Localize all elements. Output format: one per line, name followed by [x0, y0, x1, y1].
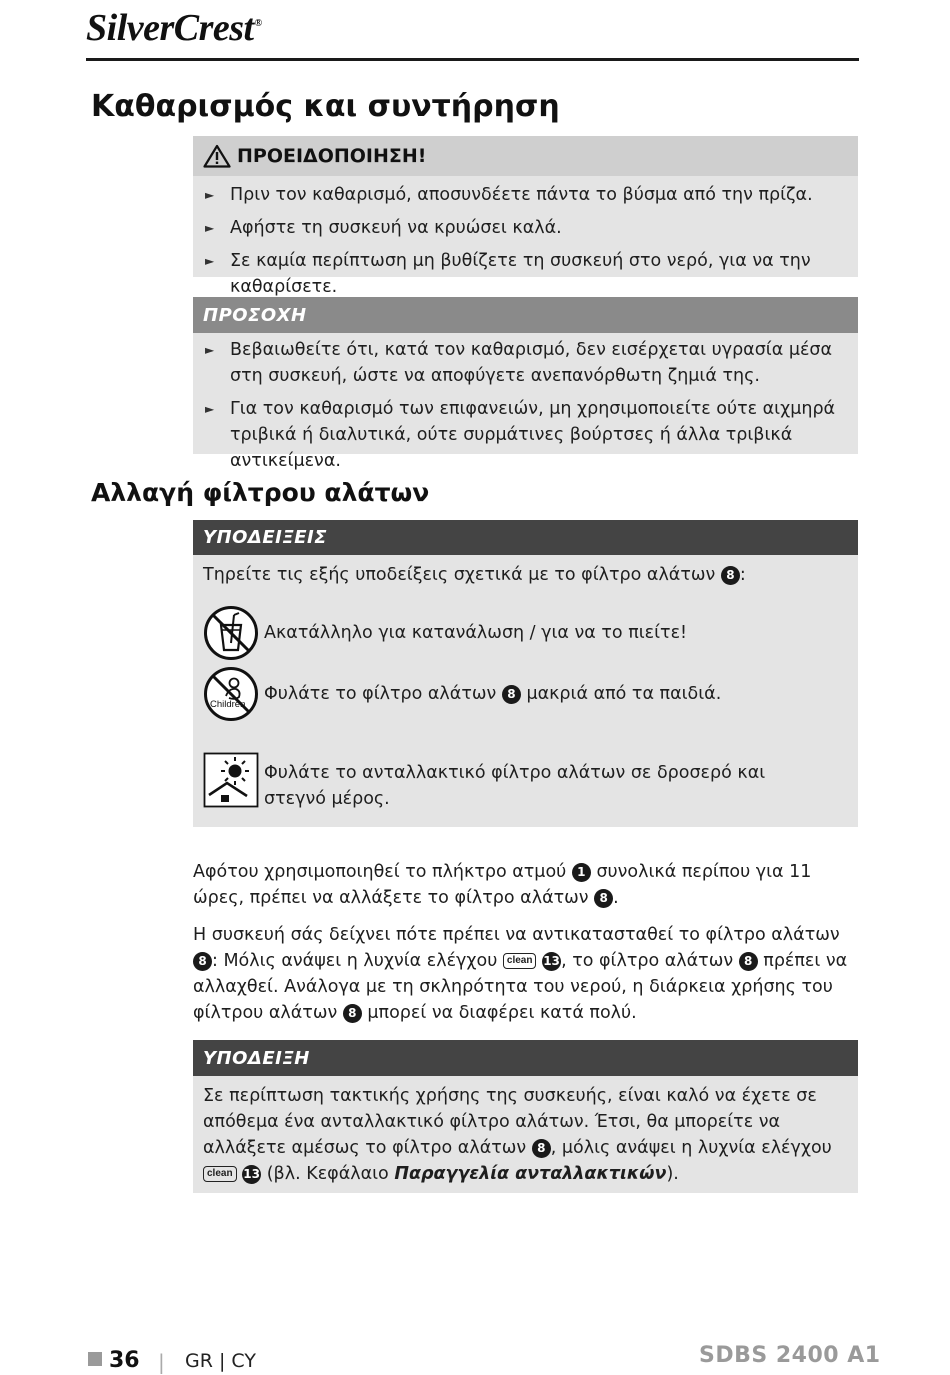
subsection-title: Αλλαγή φίλτρου αλάτων	[91, 478, 430, 507]
warning-box	[193, 136, 858, 297]
note-box	[193, 1040, 858, 1193]
brand-logo	[86, 6, 262, 50]
hints-box	[193, 520, 858, 827]
bullet-arrow-icon: ►	[205, 188, 215, 202]
caution-box	[193, 297, 858, 471]
list-item: ► Βεβαιωθείτε ότι, κατά τον καθαρισμό, δεν εισέρχεται υγρασία μέσα στη συσκευή, ώστε να αποφύγετε ανεπανόρθωτη ζημιά της.	[203, 337, 848, 389]
cool-dry-storage-icon	[203, 752, 259, 808]
warning-triangle-icon	[203, 144, 231, 168]
list-item: ► Σε καμία περίπτωση μη βυθίζετε τη συσκευή στο νερό, για να την καθαρίσετε.	[203, 248, 848, 300]
chapter-reference: Παραγγελία ανταλλακτικών	[394, 1164, 667, 1184]
symbol-row-no-drinking	[203, 605, 687, 661]
part-number-badge: 8	[343, 1004, 362, 1023]
symbol-text-no-drinking: Ακατάλληλο για κατανάλωση / για να το πιείτε!	[264, 623, 688, 643]
note-label: ΥΠΟΔΕΙΞΗ	[203, 1047, 310, 1069]
caution-body	[193, 333, 858, 471]
warning-label: ΠΡΟΕΙΔΟΠΟΙΗΣΗ!	[237, 145, 427, 167]
footer-language: GR | CY	[185, 1350, 256, 1372]
footer-separator: |	[158, 1350, 165, 1374]
part-number-badge: 8	[502, 685, 521, 704]
hints-body	[193, 555, 858, 827]
list-item: ► Αφήστε τη συσκευή να κρυώσει καλά.	[203, 215, 848, 241]
bullet-arrow-icon: ►	[205, 402, 215, 416]
part-number-badge: 8	[721, 566, 740, 585]
list-item: ► Για τον καθαρισμό των επιφανειών, μη χρησιμοποιείτε ούτε αιχμηρά τριβικά ή διαλυτικά, ούτε συρμάτινες βούρτσες ή άλλα τριβικά αντικείμενα.	[203, 396, 848, 474]
paragraph-indicator: Η συσκευή σάς δείχνει πότε πρέπει να αντικατασταθεί το φίλτρο αλάτων 8 : Μόλις ανάψει η λυχνία ελέγχου clean 13, το φίλτρο αλάτων 8 πρέπει να αλλαχθεί. Ανάλογα με τη σκληρότητα του νερού, η διάρκεια χρήσης του φίλτρου αλάτων 8 μπορεί να διαφέρει κατά πολύ.	[193, 925, 848, 1023]
part-number-badge: 8	[594, 889, 613, 908]
note-header	[193, 1040, 858, 1076]
model-number: SDBS 2400 A1	[699, 1343, 881, 1368]
page-marker	[88, 1352, 102, 1366]
warning-list	[203, 182, 848, 300]
lamp-number-badge: 13	[542, 952, 561, 971]
caution-list	[203, 337, 848, 474]
part-number-badge: 8	[193, 952, 212, 971]
hints-label: ΥΠΟΔΕΙΞΕΙΣ	[203, 527, 327, 548]
lamp-number-badge: 13	[242, 1165, 261, 1184]
section-title: Καθαρισμός και συντήρηση	[91, 89, 560, 124]
part-number-badge: 8	[739, 952, 758, 971]
header-rule	[86, 58, 859, 61]
symbol-row-no-children	[203, 666, 721, 722]
no-drinking-icon	[203, 605, 259, 661]
bullet-arrow-icon: ►	[205, 343, 215, 357]
no-children-icon	[203, 666, 259, 722]
bullet-arrow-icon: ►	[205, 221, 215, 235]
paragraph-filter-change: Αφότου χρησιμοποιηθεί το πλήκτρο ατμού 1 συνολικά περίπου για 11 ώρες, πρέπει να αλλάξετε το φίλτρο αλάτων 8 .	[193, 862, 812, 908]
no-children-icon-label: Children	[210, 699, 246, 710]
hints-header	[193, 520, 858, 555]
bullet-arrow-icon: ►	[205, 254, 215, 268]
clean-indicator-icon: clean	[203, 1166, 237, 1182]
page-number: 36	[109, 1348, 140, 1373]
symbol-row-storage	[203, 752, 804, 812]
caution-label: ΠΡΟΣΟΧΗ	[203, 304, 307, 326]
clean-indicator-icon: clean	[503, 953, 537, 969]
symbol-text-storage: Φυλάτε το ανταλλακτικό φίλτρο αλάτων σε δροσερό και στεγνό μέρος.	[264, 763, 766, 809]
note-text: Σε περίπτωση τακτικής χρήσης της συσκευής, είναι καλό να έχετε σε απόθεμα ένα ανταλλακτικό φίλτρο αλάτων. Έτσι, θα μπορείτε να αλλάξετε αμέσως το φίλτρο αλάτων 8 , μόλις ανάψει η λυχνία ελέγχου clean 13 (βλ. Κεφάλαιο Παραγγελία ανταλλακτικών).	[203, 1086, 832, 1184]
registered-mark: ®	[254, 18, 262, 30]
steam-button-number: 1	[572, 863, 591, 882]
warning-body	[193, 176, 858, 297]
list-item: ► Πριν τον καθαρισμό, αποσυνδέετε πάντα το βύσμα από την πρίζα.	[203, 182, 848, 208]
caution-header	[193, 297, 858, 333]
warning-header	[193, 136, 858, 176]
brand-name: SilverCrest	[86, 7, 254, 49]
note-body	[193, 1076, 858, 1193]
hints-intro: Τηρείτε τις εξής υποδείξεις σχετικά με το φίλτρο αλάτων 8 :	[203, 565, 746, 585]
symbol-text-no-children: Φυλάτε το φίλτρο αλάτων 8 μακριά από τα παιδιά.	[264, 684, 722, 704]
part-number-badge: 8	[532, 1139, 551, 1158]
